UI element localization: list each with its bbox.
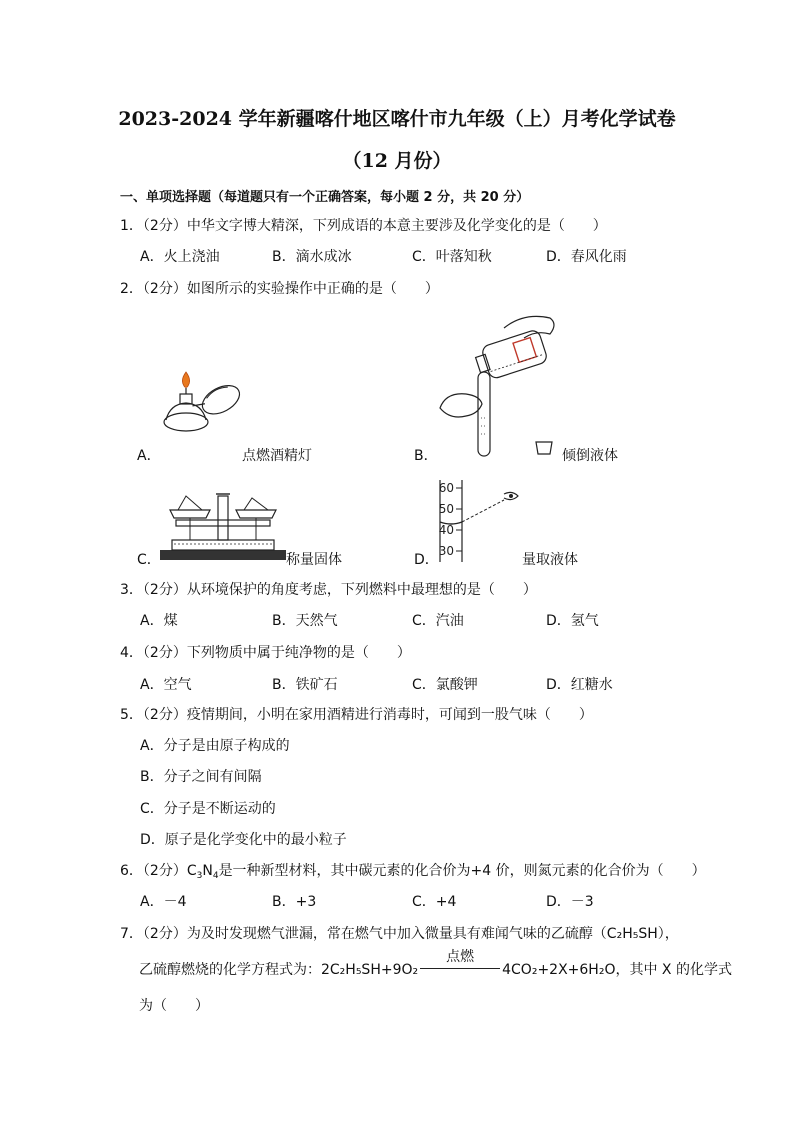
question-5: 5．（2分）疫情期间，小明在家用酒精进行消毒时，可闻到一股气味（ ） xyxy=(120,707,593,723)
exam-title-line2: （12 月份） xyxy=(342,150,452,172)
q5-option-b: B．分子之间有间隔 xyxy=(140,769,262,785)
q7-equation-right: 4CO₂+2X+6H₂O，其中 X 的化学式 xyxy=(502,962,732,978)
q5-option-d: D．原子是化学变化中的最小粒子 xyxy=(140,832,347,848)
cylinder-tick-60: 60 xyxy=(438,481,454,495)
cylinder-tick-40: 40 xyxy=(438,523,454,537)
cylinder-tick-50: 50 xyxy=(438,502,454,516)
question-7-line2 xyxy=(139,949,732,980)
q6-option-c: C．+4 xyxy=(412,894,457,910)
q3-option-b: B．天然气 xyxy=(272,613,338,629)
question-7-line3: 为（ ） xyxy=(139,998,209,1014)
q6-formula-c-sub: 3 xyxy=(196,871,203,881)
q4-option-b: B．铁矿石 xyxy=(272,677,338,693)
question-2: 2．（2分）如图所示的实验操作中正确的是（ ） xyxy=(120,281,439,297)
q6-rest: 是一种新型材料，其中碳元素的化合价为+4 价，则氮元素的化合价为（ ） xyxy=(218,863,706,879)
q2-option-b-letter: B． xyxy=(414,448,438,464)
pouring-liquid-figure xyxy=(432,308,562,460)
q6-option-b: B．+3 xyxy=(272,894,317,910)
graduated-cylinder-figure xyxy=(432,476,532,564)
q2-option-a-caption: 点燃酒精灯 xyxy=(242,448,312,464)
q3-option-d: D．氢气 xyxy=(546,613,599,629)
q2-option-a-letter: A． xyxy=(137,448,161,464)
q5-option-a: A．分子是由原子构成的 xyxy=(140,738,290,754)
q2-option-d-caption: 量取液体 xyxy=(522,552,578,568)
q5-option-c: C．分子是不断运动的 xyxy=(140,801,276,817)
q6-option-d: D．－3 xyxy=(546,894,594,910)
question-4: 4．（2分）下列物质中属于纯净物的是（ ） xyxy=(120,645,411,661)
q4-option-c: C．氯酸钾 xyxy=(412,677,478,693)
q2-option-c-caption: 称量固体 xyxy=(286,552,342,568)
q6-option-a: A．－4 xyxy=(140,894,187,910)
q3-option-a: A．煤 xyxy=(140,613,178,629)
q6-formula-n-sub: 4 xyxy=(212,871,219,881)
alcohol-lamp-figure xyxy=(160,370,250,436)
q6-prefix: 6．（2分） xyxy=(120,863,187,879)
q6-formula-c: C xyxy=(186,863,197,879)
cylinder-tick-30: 30 xyxy=(438,544,454,558)
q4-option-a: A．空气 xyxy=(140,677,192,693)
q1-option-c: C．叶落知秋 xyxy=(412,249,492,265)
q7-equation-left: 乙硫醇燃烧的化学方程式为：2C₂H₅SH+9O₂ xyxy=(139,962,419,978)
question-1: 1．（2分）中华文字博大精深，下列成语的本意主要涉及化学变化的是（ ） xyxy=(120,218,607,234)
q2-option-d-letter: D． xyxy=(414,552,439,568)
question-3: 3．（2分）从环境保护的角度考虑，下列燃料中最理想的是（ ） xyxy=(120,582,537,598)
q6-formula-n: N xyxy=(202,863,213,879)
q7-reaction-arrow xyxy=(418,949,502,980)
q1-option-b: B．滴水成冰 xyxy=(272,249,352,265)
q1-option-a: A．火上浇油 xyxy=(140,249,220,265)
exam-title-line1: 2023-2024 学年新疆喀什地区喀什市九年级（上）月考化学试卷 xyxy=(118,108,676,130)
q2-option-b-caption: 倾倒液体 xyxy=(562,448,618,464)
q2-option-c-letter: C． xyxy=(137,552,161,568)
question-6 xyxy=(120,861,706,881)
question-7-line1: 7．（2分）为及时发现燃气泄漏，常在燃气中加入微量具有难闻气味的乙硫醇（C₂H₅SH）， xyxy=(120,926,679,942)
q7-condition: 点燃 xyxy=(446,949,475,965)
section-header: 一、单项选择题（每道题只有一个正确答案，每小题 2 分，共 20 分） xyxy=(120,190,530,205)
q1-option-d: D．春风化雨 xyxy=(546,249,627,265)
q3-option-c: C．汽油 xyxy=(412,613,464,629)
balance-figure xyxy=(152,482,294,564)
q4-option-d: D．红糖水 xyxy=(546,677,613,693)
